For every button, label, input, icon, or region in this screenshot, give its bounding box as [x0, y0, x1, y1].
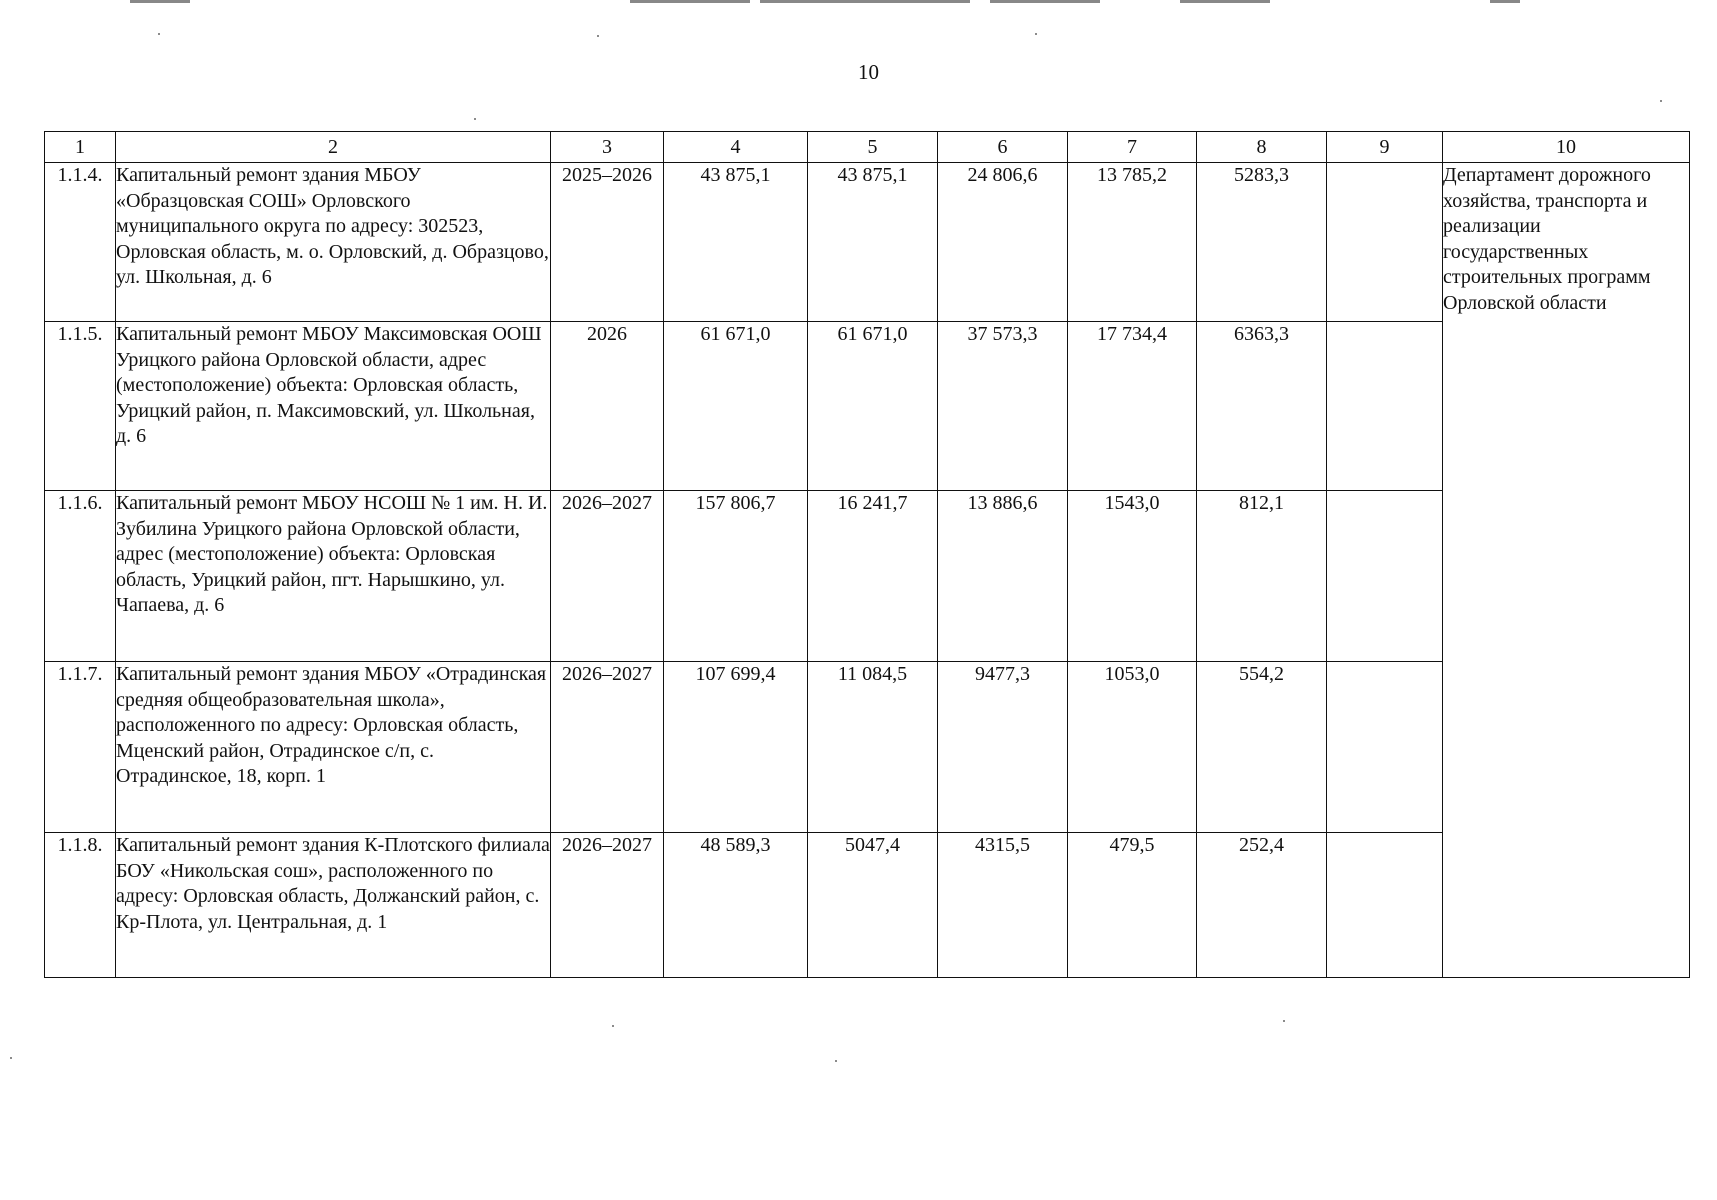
column-number-row	[45, 132, 1690, 163]
item-number: 1.1.6.	[45, 491, 116, 662]
value-col9	[1327, 491, 1443, 662]
item-number: 1.1.5.	[45, 322, 116, 491]
page-number: 10	[858, 60, 879, 84]
item-years: 2026–2027	[551, 491, 664, 662]
value-col5: 16 241,7	[808, 491, 938, 662]
header-cell: 10	[1443, 132, 1690, 163]
value-col5: 5047,4	[808, 833, 938, 978]
header-cell: 3	[551, 132, 664, 163]
header-cell: 5	[808, 132, 938, 163]
value-col7: 13 785,2	[1068, 163, 1197, 322]
program-table	[44, 131, 1690, 978]
value-col4: 43 875,1	[664, 163, 808, 322]
value-col6: 37 573,3	[938, 322, 1068, 491]
header-cell: 7	[1068, 132, 1197, 163]
item-name: Капитальный ремонт здания МБОУ «Отрадинская средняя общеобразовательная школа», расположенного по адресу: Орловская область, Мценский район, Отрадинское с/п, с. Отрадинское, 18, корп. 1	[116, 662, 551, 833]
header-cell: 6	[938, 132, 1068, 163]
value-col6: 24 806,6	[938, 163, 1068, 322]
header-cell: 8	[1197, 132, 1327, 163]
item-years: 2026–2027	[551, 833, 664, 978]
value-col9	[1327, 662, 1443, 833]
value-col4: 61 671,0	[664, 322, 808, 491]
value-col8: 252,4	[1197, 833, 1327, 978]
value-col7: 17 734,4	[1068, 322, 1197, 491]
value-col9	[1327, 163, 1443, 322]
item-name: Капитальный ремонт МБОУ НСОШ № 1 им. Н. И. Зубилина Урицкого района Орловской области, адрес (местоположение) объекта: Орловская область, Урицкий район, пгт. Нарышкино, ул. Чапаева, д. 6	[116, 491, 551, 662]
value-col8: 812,1	[1197, 491, 1327, 662]
item-name: Капитальный ремонт здания МБОУ «Образцовская СОШ» Орловского муниципального округа по адресу: 302523, Орловская область, м. о. Орловский, д. Образцово, ул. Школьная, д. 6	[116, 163, 551, 322]
responsible-executor: Департамент дорожного хозяйства, транспорта и реализации государственных строительных программ Орловской области	[1443, 163, 1690, 978]
item-number: 1.1.7.	[45, 662, 116, 833]
value-col5: 61 671,0	[808, 322, 938, 491]
value-col5: 11 084,5	[808, 662, 938, 833]
header-cell: 9	[1327, 132, 1443, 163]
item-years: 2026	[551, 322, 664, 491]
item-number: 1.1.8.	[45, 833, 116, 978]
table-row	[45, 163, 1690, 322]
item-years: 2025–2026	[551, 163, 664, 322]
value-col5: 43 875,1	[808, 163, 938, 322]
value-col4: 157 806,7	[664, 491, 808, 662]
header-cell: 2	[116, 132, 551, 163]
value-col7: 1543,0	[1068, 491, 1197, 662]
value-col6: 9477,3	[938, 662, 1068, 833]
header-cell: 1	[45, 132, 116, 163]
value-col9	[1327, 322, 1443, 491]
value-col9	[1327, 833, 1443, 978]
value-col4: 107 699,4	[664, 662, 808, 833]
item-name: Капитальный ремонт МБОУ Максимовская ООШ Урицкого района Орловской области, адрес (местоположение) объекта: Орловская область, Урицкий район, п. Максимовский, ул. Школьная, д. 6	[116, 322, 551, 491]
item-name: Капитальный ремонт здания К-Плотского филиала БОУ «Никольская сош», расположенного по адресу: Орловская область, Должанский район, с. Кр-Плота, ул. Центральная, д. 1	[116, 833, 551, 978]
value-col7: 1053,0	[1068, 662, 1197, 833]
value-col8: 554,2	[1197, 662, 1327, 833]
value-col8: 5283,3	[1197, 163, 1327, 322]
value-col6: 4315,5	[938, 833, 1068, 978]
header-cell: 4	[664, 132, 808, 163]
value-col6: 13 886,6	[938, 491, 1068, 662]
value-col4: 48 589,3	[664, 833, 808, 978]
value-col7: 479,5	[1068, 833, 1197, 978]
item-years: 2026–2027	[551, 662, 664, 833]
value-col8: 6363,3	[1197, 322, 1327, 491]
item-number: 1.1.4.	[45, 163, 116, 322]
